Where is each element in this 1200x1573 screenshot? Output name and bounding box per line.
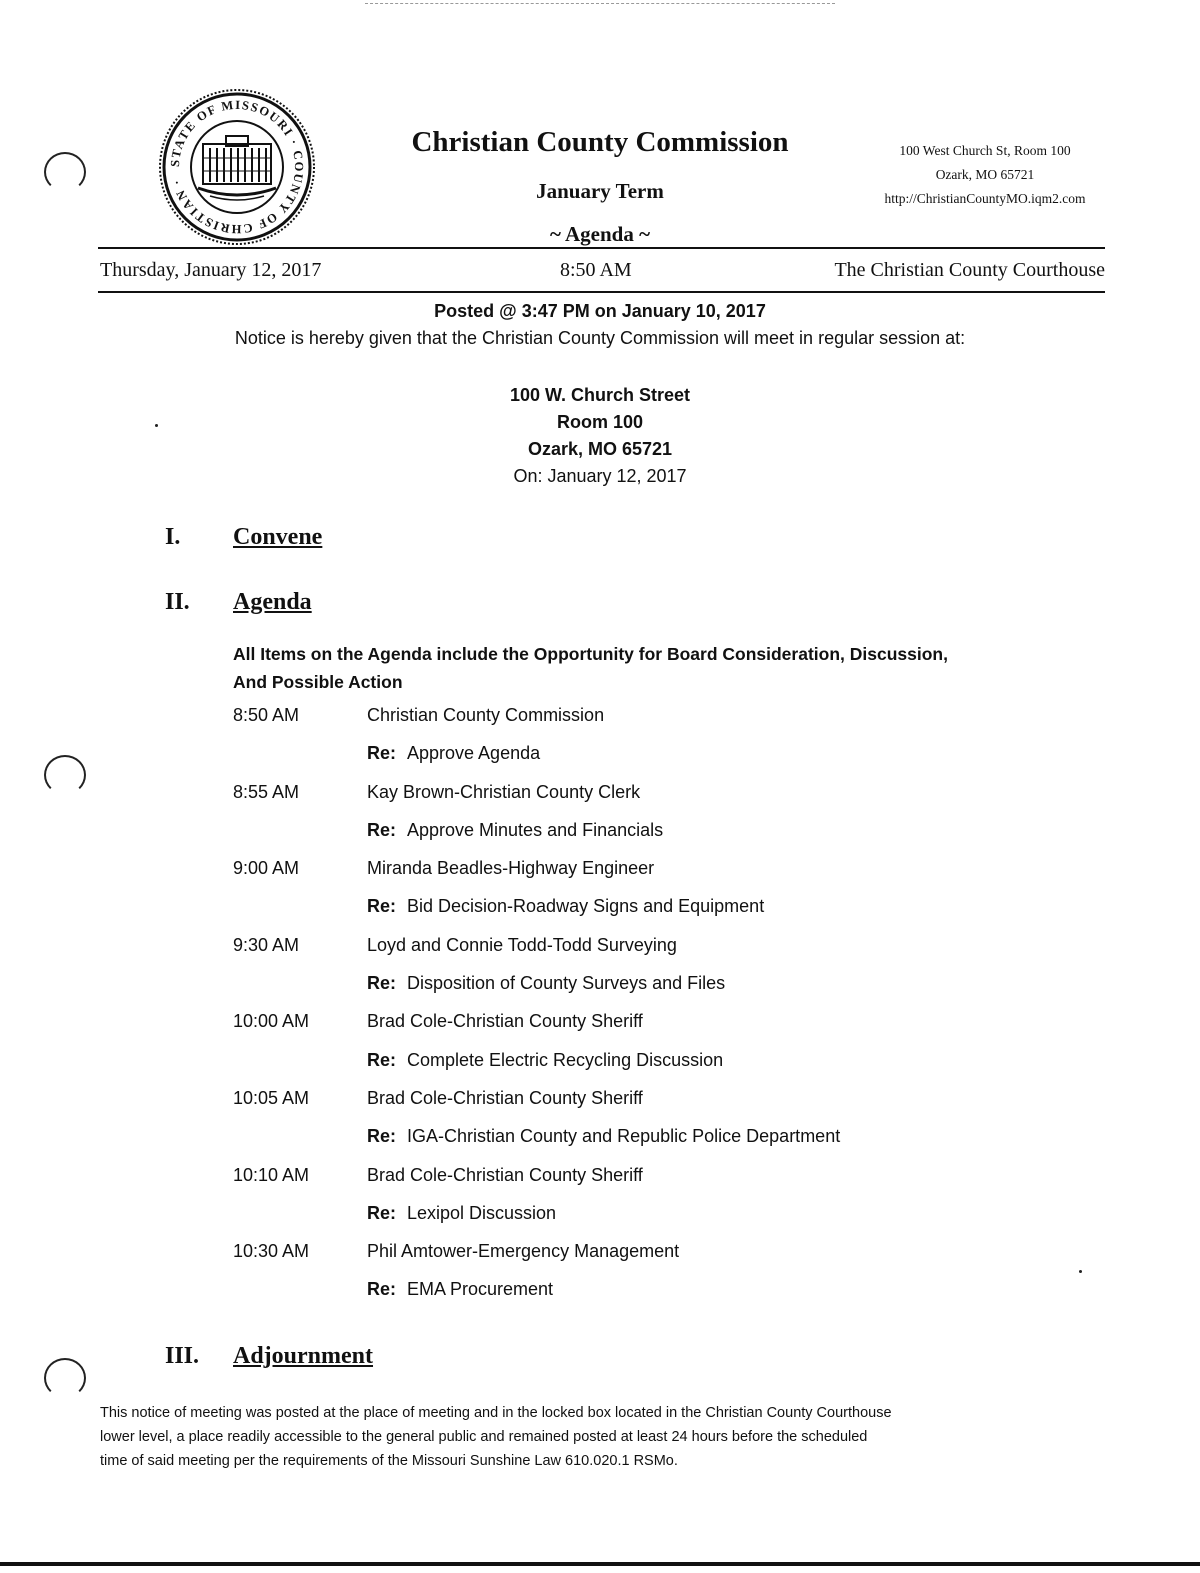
re-label: Re: <box>367 973 397 994</box>
item-presenter: Christian County Commission <box>367 705 605 725</box>
item-time: 10:05 AM <box>233 1087 310 1108</box>
item-subject: EMA Procurement <box>407 1279 554 1300</box>
item-time: 10:30 AM <box>233 1241 310 1262</box>
punch-hole-middle <box>44 755 86 795</box>
footer-line: This notice of meeting was posted at the place of meeting and in the locked box located in the Christian County Courthouse <box>100 1405 892 1421</box>
item-subject: Approve Minutes and Financials <box>407 819 664 840</box>
item-time: 10:10 AM <box>233 1164 310 1185</box>
location-city: Ozark, MO 65721 <box>527 439 673 459</box>
item-presenter: Brad Cole-Christian County Sheriff <box>367 1164 643 1185</box>
item-time: 9:30 AM <box>233 934 300 955</box>
item-subject: Lexipol Discussion <box>407 1202 557 1223</box>
item-presenter: Brad Cole-Christian County Sheriff <box>367 1011 643 1032</box>
agenda-item-row <box>233 782 1113 820</box>
agenda-item-row <box>233 705 1113 743</box>
posting-notice-footer <box>100 1401 1060 1473</box>
agenda-note-line: And Possible Action <box>233 672 403 692</box>
meeting-date: Thursday, January 12, 2017 <box>100 259 322 281</box>
agenda-item-row <box>233 858 1113 896</box>
re-label: Re: <box>367 1279 397 1300</box>
item-subject: Complete Electric Recycling Discussion <box>407 1049 724 1070</box>
re-label: Re: <box>367 743 397 764</box>
meeting-info-row <box>98 259 1105 285</box>
agenda-note <box>233 640 1053 696</box>
agenda-item-row <box>233 1165 1113 1203</box>
posted-timestamp: Posted @ 3:47 PM on January 10, 2017 <box>434 301 766 321</box>
agenda-item-subject-row <box>233 973 1113 1011</box>
notice-text: Notice is hereby given that the Christian County Commission will meet in regular session at: <box>234 328 966 348</box>
county-seal-icon <box>158 88 316 246</box>
footer-line: lower level, a place readily accessible to the general public and remained posted at least 24 hours before the scheduled <box>100 1429 868 1445</box>
re-label: Re: <box>367 819 397 840</box>
agenda-item-subject-row <box>233 1126 1113 1164</box>
item-presenter: Miranda Beadles-Highway Engineer <box>367 858 655 879</box>
agenda-items <box>233 705 1113 1318</box>
section-title: Adjournment <box>233 1343 374 1369</box>
location-date: On: January 12, 2017 <box>513 466 687 486</box>
agenda-note-line: All Items on the Agenda include the Opportunity for Board Consideration, Discussion, <box>233 644 948 664</box>
scan-bottom-edge <box>0 1562 1200 1566</box>
meeting-time: 8:50 AM <box>560 259 632 281</box>
item-time: 8:55 AM <box>233 781 300 802</box>
header-rule-top <box>98 247 1105 249</box>
punch-hole-bottom <box>44 1358 86 1398</box>
item-presenter: Loyd and Connie Todd-Todd Surveying <box>367 934 677 955</box>
re-label: Re: <box>367 1049 397 1070</box>
location-street: 100 W. Church Street <box>509 385 691 405</box>
agenda-item-subject-row <box>233 1050 1113 1088</box>
footer-line: time of said meeting per the requirements of the Missouri Sunshine Law 610.020.1 RSMo. <box>100 1453 678 1469</box>
agenda-item-subject-row <box>233 820 1113 858</box>
re-label: Re: <box>367 1126 397 1147</box>
item-subject: Disposition of County Surveys and Files <box>407 973 726 994</box>
header-rule-bottom <box>98 291 1105 293</box>
stray-mark <box>155 424 158 427</box>
agenda-item-subject-row <box>233 896 1113 934</box>
section-title: Convene <box>233 524 323 550</box>
item-presenter: Kay Brown-Christian County Clerk <box>367 781 641 802</box>
item-presenter: Brad Cole-Christian County Sheriff <box>367 1087 643 1108</box>
item-time: 10:00 AM <box>233 1011 310 1032</box>
item-time: 8:50 AM <box>233 705 300 725</box>
address-street: 100 West Church St, Room 100 <box>899 143 1071 158</box>
agenda-item-row <box>233 1011 1113 1049</box>
re-label: Re: <box>367 896 397 917</box>
item-subject: Bid Decision-Roadway Signs and Equipment <box>407 896 765 917</box>
agenda-item-row <box>233 1241 1113 1279</box>
address-block <box>850 139 1120 211</box>
item-time: 9:00 AM <box>233 858 300 879</box>
punch-hole-top <box>44 152 86 192</box>
item-subject: Approve Agenda <box>407 743 541 764</box>
location-room: Room 100 <box>556 412 644 432</box>
page-title: Christian County Commission <box>411 126 789 158</box>
meeting-location <box>400 382 800 490</box>
item-presenter: Phil Amtower-Emergency Management <box>367 1241 680 1262</box>
section-number: I. <box>165 524 181 550</box>
scan-edge-line <box>365 3 835 4</box>
term-label: January Term <box>536 179 664 203</box>
re-label: Re: <box>367 1202 397 1223</box>
address-city: Ozark, MO 65721 <box>935 167 1035 182</box>
agenda-item-row <box>233 1088 1113 1126</box>
section-number: II. <box>165 589 190 615</box>
agenda-item-subject-row <box>233 1203 1113 1241</box>
agenda-item-subject-row <box>233 1279 1113 1317</box>
website-link[interactable]: http://ChristianCountyMO.iqm2.com <box>884 191 1086 206</box>
agenda-heading: ~ Agenda ~ <box>549 222 651 246</box>
section-number: III. <box>165 1343 200 1369</box>
agenda-item-row <box>233 935 1113 973</box>
agenda-item-subject-row <box>233 743 1113 781</box>
section-title: Agenda <box>233 589 312 615</box>
item-subject: IGA-Christian County and Republic Police Department <box>407 1126 841 1147</box>
svg-text:STATE OF MISSOURI · COUNTY OF: STATE OF MISSOURI · COUNTY OF CHRISTIAN · <box>167 97 307 237</box>
meeting-place: The Christian County Courthouse <box>834 259 1105 281</box>
